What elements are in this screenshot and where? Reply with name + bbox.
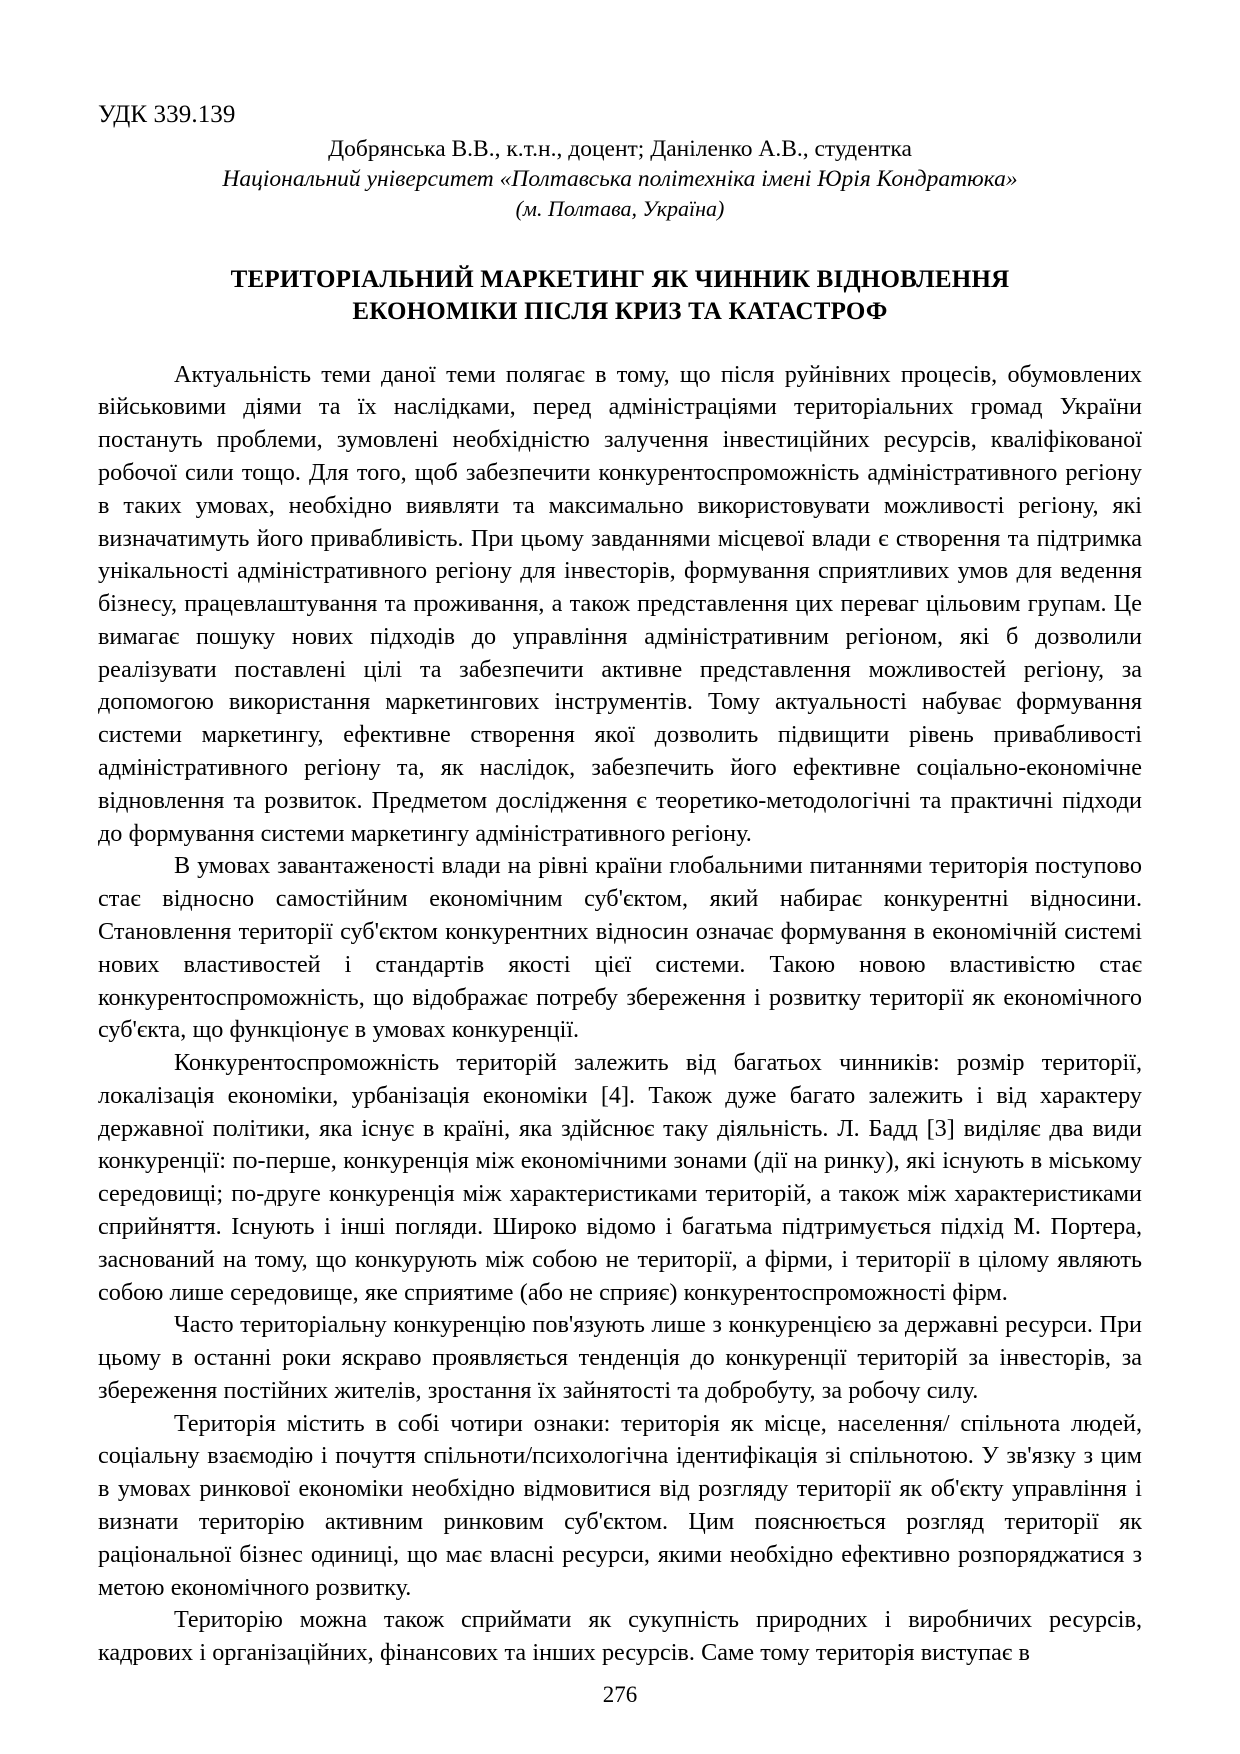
affiliation-line: Національний університет «Полтавська політехніка імені Юрія Кондратюка»: [222, 166, 1018, 193]
article-body: [98, 359, 1142, 1670]
city-country-line: (м. Полтава, Україна): [515, 196, 725, 222]
udk-code: УДК 339.139: [98, 101, 236, 128]
body-paragraph: Територія містить в собі чотири ознаки: територія як місце, населення/ спільнота людей, соціальну взаємодію і почуття спільноти/психологічна ідентифікація зі спільнотою. У зв'язку з цим в умовах ринкової економіки необхідно відмовитися від розгляду території як об'єкту управління і визнати територію активним ринковим суб'єктом. Цим пояснюється розгляд території як раціональної бізнес одиниці, що має власні ресурси, якими необхідно ефективно розпоряджатися з метою економічного розвитку.: [98, 1409, 1142, 1601]
body-paragraph: Територію можна також сприймати як сукупність природних і виробничих ресурсів, кадрових і організаційних, фінансових та інших ресурсів. Саме тому територія виступає в: [98, 1606, 1142, 1667]
title-line-1: ТЕРИТОРІАЛЬНИЙ МАРКЕТИНГ ЯК ЧИННИК ВІДНОВЛЕННЯ: [230, 265, 1010, 293]
page-title: [98, 264, 1142, 329]
title-line-2: ЕКОНОМІКИ ПІСЛЯ КРИЗ ТА КАТАСТРОФ: [352, 298, 888, 326]
body-paragraph: Часто територіальну конкуренцію пов'язують лише з конкуренцією за державні ресурси. При цьому в останні роки яскраво проявляється тенденція до конкуренції територій за інвесторів, за збереження постійних жителів, зростання їх зайнятості та добробуту, за робочу силу.: [98, 1311, 1142, 1404]
authors-line: Добрянська В.В., к.т.н., доцент; Даніленко А.В., студентка: [328, 135, 912, 162]
body-paragraph: Конкурентоспроможність територій залежить від багатьох чинників: розмір території, локалізація економіки, урбанізація економіки [4]. Також дуже багато залежить і від характеру державної політики, яка існує в країні, яка здійснює таку діяльність. Л. Бадд [3] виділяє два види конкуренції: по-перше, конкуренція між економічними зонами (дії на ринку), які існують в міському середовищі; по-друге конкуренція між характеристиками територій, а також між характеристиками сприйняття. Існують і інші погляди. Широко відомо і багатьма підтримується підхід М. Портера, заснований на тому, що конкурують між собою не території, а фірми, і території в цілому являють собою лише середовище, яке сприятиме (або не сприяє) конкурентоспроможності фірм.: [98, 1049, 1142, 1306]
body-paragraph: В умовах завантаженості влади на рівні країни глобальними питаннями територія поступово стає відносно самостійним економічним суб'єктом, який набирає конкурентні відносини. Становлення території суб'єктом конкурентних відносин означає формування в економічній системі нових властивостей і стандартів якості цієї системи. Такою новою властивістю стає конкурентоспроможність, що відображає потребу збереження і розвитку території як економічного суб'єкта, що функціонує в умовах конкуренції.: [98, 852, 1142, 1044]
body-paragraph: Актуальність теми даної теми полягає в тому, що після руйнівних процесів, обумовлених військовими діями та їх наслідками, перед адміністраціями територіальних громад України постануть проблеми, зумовлені необхідністю залучення інвестиційних ресурсів, кваліфікованої робочої сили тощо. Для того, щоб забезпечити конкурентоспроможність адміністративного регіону в таких умовах, необхідно виявляти та максимально використовувати можливості регіону, які визначатимуть його привабливість. При цьому завданнями місцевої влади є створення та підтримка унікальності адміністративного регіону для інвесторів, формування сприятливих умов для ведення бізнесу, працевлаштування та проживання, а також представлення цих переваг цільовим групам. Це вимагає пошуку нових підходів до управління адміністративним регіоном, які б дозволили реалізувати поставлені цілі та забезпечити активне представлення можливостей регіону, за допомогою використання маркетингових інструментів. Тому актуальності набуває формування системи маркетингу, ефективне створення якої дозволить підвищити рівень привабливості адміністративного регіону та, як наслідок, забезпечить його ефективне соціально-економічне відновлення та розвиток. Предметом дослідження є теоретико-методологічні та практичні підходи до формування системи маркетингу адміністративного регіону.: [98, 360, 1142, 847]
page-number: 276: [602, 1682, 638, 1707]
